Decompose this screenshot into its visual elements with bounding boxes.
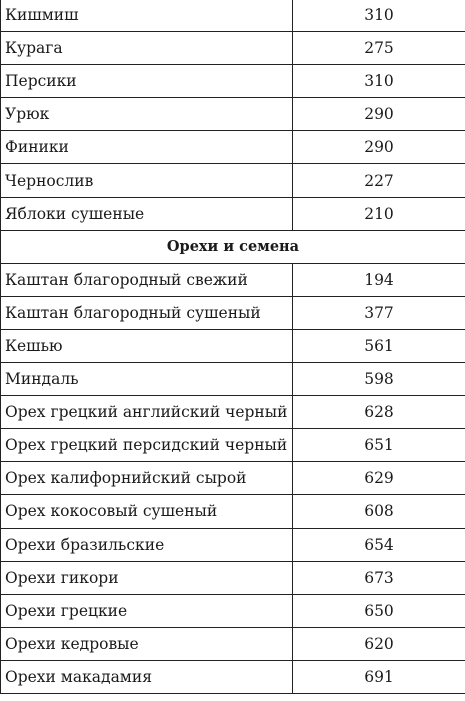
calorie-value-cell: 598 <box>293 363 465 396</box>
product-name-cell: Орех грецкий персидский черный <box>1 429 293 462</box>
product-name-cell: Орехи грецкие <box>1 594 293 627</box>
calorie-value-cell: 608 <box>293 495 465 528</box>
table-row <box>1 627 465 660</box>
table-row <box>1 462 465 495</box>
table-row <box>1 131 465 164</box>
calorie-value-cell: 628 <box>293 396 465 429</box>
calorie-value-cell: 629 <box>293 462 465 495</box>
product-name-cell: Каштан благородный сушеный <box>1 296 293 329</box>
calorie-value-cell: 561 <box>293 329 465 362</box>
product-name-cell: Кишмиш <box>1 0 293 32</box>
calorie-value-cell: 673 <box>293 561 465 594</box>
table-row <box>1 363 465 396</box>
product-name-cell: Орех грецкий английский черный <box>1 396 293 429</box>
product-name-cell: Кешью <box>1 329 293 362</box>
calorie-table-body <box>1 0 465 693</box>
calorie-value-cell: 210 <box>293 197 465 230</box>
calorie-value-cell: 310 <box>293 65 465 98</box>
calorie-value-cell: 310 <box>293 0 465 32</box>
calorie-value-cell: 275 <box>293 32 465 65</box>
table-row <box>1 396 465 429</box>
product-name-cell: Орех калифорнийский сырой <box>1 462 293 495</box>
calorie-value-cell: 651 <box>293 429 465 462</box>
section-title: Орехи и семена <box>1 230 465 263</box>
calorie-value-cell: 620 <box>293 627 465 660</box>
calorie-value-cell: 227 <box>293 164 465 197</box>
product-name-cell: Курага <box>1 32 293 65</box>
calorie-value-cell: 290 <box>293 131 465 164</box>
section-header-row <box>1 230 465 263</box>
calorie-value-cell: 194 <box>293 263 465 296</box>
table-row <box>1 594 465 627</box>
table-row <box>1 263 465 296</box>
product-name-cell: Орех кокосовый сушеный <box>1 495 293 528</box>
product-name-cell: Чернослив <box>1 164 293 197</box>
product-name-cell: Финики <box>1 131 293 164</box>
table-row <box>1 495 465 528</box>
product-name-cell: Орехи кедровые <box>1 627 293 660</box>
table-row <box>1 32 465 65</box>
calorie-value-cell: 377 <box>293 296 465 329</box>
product-name-cell: Персики <box>1 65 293 98</box>
table-row <box>1 528 465 561</box>
table-row <box>1 0 465 32</box>
table-row <box>1 660 465 693</box>
table-row <box>1 429 465 462</box>
product-name-cell: Каштан благородный свежий <box>1 263 293 296</box>
table-row <box>1 296 465 329</box>
product-name-cell: Урюк <box>1 98 293 131</box>
product-name-cell: Яблоки сушеные <box>1 197 293 230</box>
product-name-cell: Орехи макадамия <box>1 660 293 693</box>
product-name-cell: Миндаль <box>1 363 293 396</box>
product-name-cell: Орехи бразильские <box>1 528 293 561</box>
table-row <box>1 164 465 197</box>
table-row <box>1 561 465 594</box>
table-row <box>1 197 465 230</box>
calorie-value-cell: 290 <box>293 98 465 131</box>
table-row <box>1 98 465 131</box>
calorie-value-cell: 691 <box>293 660 465 693</box>
calorie-value-cell: 654 <box>293 528 465 561</box>
table-row <box>1 329 465 362</box>
product-name-cell: Орехи гикори <box>1 561 293 594</box>
calorie-value-cell: 650 <box>293 594 465 627</box>
table-row <box>1 65 465 98</box>
